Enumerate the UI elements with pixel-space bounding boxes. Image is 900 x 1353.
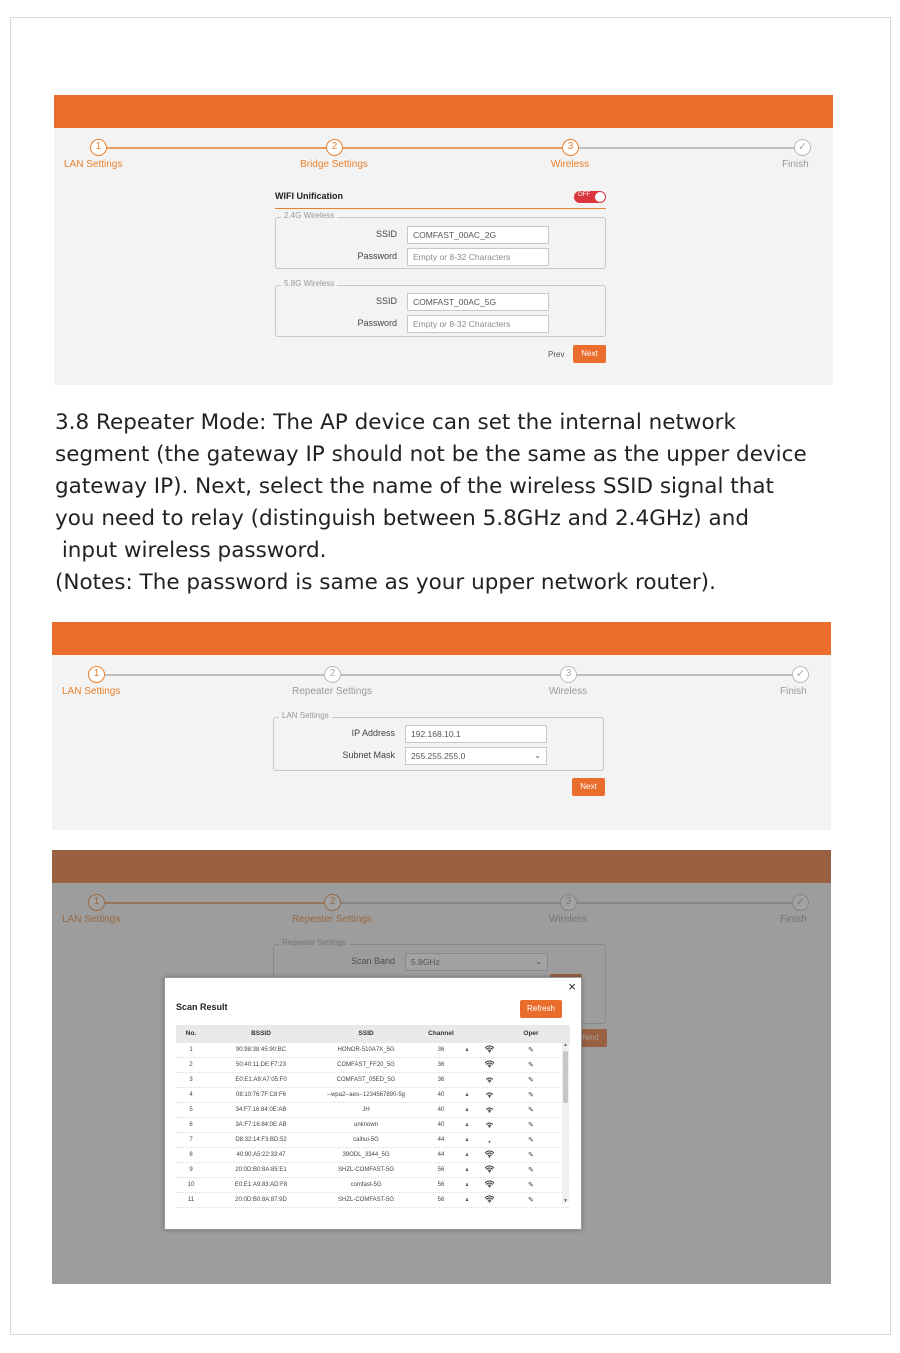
row-ssid: SHZL-COMFAST-5G — [337, 1197, 394, 1203]
row-bssid: E0:E1:A9:A7:05:F0 — [235, 1077, 287, 1083]
ip-address-label: IP Address — [351, 728, 395, 738]
table-scrollbar[interactable] — [562, 1043, 569, 1203]
wizard-steps — [54, 139, 833, 179]
password-24g-input[interactable]: Empty or 8-32 Characters — [407, 248, 549, 266]
row-channel: 40 — [437, 1122, 445, 1128]
row-bssid: E0:E1:A9:83:AD:F8 — [234, 1182, 288, 1188]
ssid-24g-input[interactable]: COMFAST_00AC_2G — [407, 226, 549, 244]
row-channel: 36 — [437, 1047, 445, 1053]
step-label: Wireless — [550, 159, 590, 170]
row-channel: 44 — [437, 1137, 445, 1143]
wifi-signal-icon — [482, 1148, 496, 1163]
step-connector — [343, 147, 562, 149]
row-bssid: 3A:F7:16:84:0E:AB — [235, 1122, 287, 1128]
wireless-58g-group — [275, 279, 606, 337]
row-channel: 36 — [437, 1077, 445, 1083]
row-channel: 40 — [437, 1107, 445, 1113]
edit-icon[interactable]: ✎ — [528, 1197, 534, 1204]
edit-icon[interactable]: ✎ — [528, 1107, 534, 1114]
row-ssid: unknown — [353, 1122, 379, 1128]
row-bssid: D8:32:14:F3:BD:52 — [235, 1137, 287, 1143]
repeater-lan-screenshot — [52, 622, 831, 830]
row-no: 3 — [189, 1077, 193, 1083]
row-channel: 56 — [437, 1182, 445, 1188]
subnet-mask-select[interactable]: 255.255.255.0 ⌄ — [405, 747, 547, 765]
edit-icon[interactable]: ✎ — [528, 1152, 534, 1159]
wifi-signal-icon — [482, 1178, 496, 1193]
row-channel: 36 — [437, 1062, 445, 1068]
bridge-wireless-screenshot — [54, 95, 833, 385]
group-legend: 2.4G Wireless — [281, 211, 337, 220]
wifi-unification-toggle[interactable]: OFF — [574, 191, 606, 203]
edit-icon[interactable]: ✎ — [528, 1047, 534, 1054]
table-row[interactable] — [176, 1118, 570, 1133]
wifi-signal-icon — [482, 1043, 496, 1058]
row-ssid: caihui-5G — [353, 1137, 379, 1143]
row-channel: 56 — [437, 1197, 445, 1203]
scan-table — [176, 1025, 570, 1208]
lan-settings-group — [273, 711, 604, 771]
lock-icon: 🔒︎ — [465, 1167, 469, 1173]
step-number: 2 — [326, 139, 343, 156]
ssid-58g-input[interactable]: COMFAST_00AC_5G — [407, 293, 549, 311]
table-row[interactable] — [176, 1103, 570, 1118]
wifi-signal-icon — [482, 1163, 496, 1178]
step-connector — [105, 674, 324, 676]
wifi-signal-icon — [482, 1058, 496, 1073]
next-button[interactable]: Next — [572, 778, 605, 796]
wifi-signal-icon — [482, 1073, 496, 1088]
wifi-signal-icon — [482, 1193, 496, 1208]
password-label: Password — [357, 318, 397, 328]
table-row[interactable] — [176, 1058, 570, 1073]
edit-icon[interactable]: ✎ — [528, 1167, 534, 1174]
paragraph-line: input wireless password. — [55, 538, 327, 563]
lock-icon: 🔒︎ — [465, 1092, 469, 1098]
wifi-signal-icon — [482, 1103, 496, 1118]
row-bssid: 08:10:76:7F:C8:F6 — [235, 1092, 287, 1098]
table-row[interactable] — [176, 1163, 570, 1178]
lock-icon: 🔒︎ — [465, 1107, 469, 1113]
row-ssid: HONOR-510A7X_5G — [337, 1047, 395, 1053]
row-ssid: COMFAST_05ED_5G — [336, 1077, 396, 1083]
modal-title: Scan Result — [176, 1002, 228, 1012]
lock-icon: 🔒︎ — [465, 1197, 469, 1203]
password-label: Password — [357, 251, 397, 261]
row-ssid: JH — [362, 1107, 370, 1113]
edit-icon[interactable]: ✎ — [528, 1182, 534, 1189]
table-body — [176, 1043, 570, 1208]
paragraph-line: 3.8 Repeater Mode: The AP device can set the internal network — [55, 410, 736, 435]
lock-icon: 🔒︎ — [465, 1152, 469, 1158]
step-number: 3 — [560, 666, 577, 683]
step-number: 2 — [324, 666, 341, 683]
step-number: 1 — [88, 666, 105, 683]
step-connector — [579, 147, 794, 149]
col-ssid: SSID — [358, 1030, 374, 1037]
wizard-steps — [52, 666, 831, 706]
scroll-thumb[interactable] — [563, 1051, 568, 1103]
col-channel: Channel — [428, 1030, 454, 1037]
refresh-button[interactable]: Refresh — [520, 1000, 562, 1018]
step-label: Finish — [780, 686, 807, 697]
lock-icon: 🔒︎ — [465, 1182, 469, 1188]
wifi-signal-icon — [482, 1118, 496, 1133]
repeater-scan-screenshot — [52, 850, 831, 1284]
step-number: 3 — [562, 139, 579, 156]
row-no: 8 — [189, 1152, 193, 1158]
paragraph-line: segment (the gateway IP should not be the same as the upper device — [55, 442, 807, 467]
table-row[interactable] — [176, 1133, 570, 1148]
ssid-label: SSID — [375, 229, 397, 239]
step-label: LAN Settings — [64, 159, 123, 170]
row-bssid: 40:90:A5:22:33:47 — [236, 1152, 286, 1158]
lock-icon: 🔒︎ — [465, 1122, 469, 1128]
edit-icon[interactable]: ✎ — [528, 1137, 534, 1144]
divider — [275, 208, 606, 209]
row-bssid: 90:98:38:45:90:BC — [235, 1047, 287, 1053]
step-label: Bridge Settings — [300, 159, 368, 170]
row-bssid: 50:40:11:DE:F7:23 — [236, 1062, 286, 1068]
step-connector — [577, 674, 792, 676]
header-bar — [52, 622, 831, 655]
subnet-mask-label: Subnet Mask — [342, 750, 395, 760]
group-legend: 5.8G Wireless — [281, 279, 337, 288]
row-ssid: 39ODL_3344_5G — [342, 1152, 390, 1158]
row-no: 6 — [189, 1122, 193, 1128]
row-bssid: 34:F7:16:84:0E:AB — [235, 1107, 287, 1113]
col-no: No. — [185, 1030, 197, 1037]
table-row[interactable] — [176, 1073, 570, 1088]
step-label: LAN Settings — [62, 686, 121, 697]
step-number: 1 — [90, 139, 107, 156]
row-ssid: COMFAST_FF20_5G — [337, 1062, 395, 1068]
step-label: Wireless — [548, 686, 588, 697]
row-no: 11 — [187, 1197, 195, 1203]
scroll-up-icon[interactable]: ▲ — [563, 1042, 568, 1048]
step-label: Finish — [782, 159, 809, 170]
wifi-unification-label: WIFI Unification — [275, 191, 343, 201]
row-bssid: 20:0D:B0:8A:87:9D — [235, 1197, 287, 1203]
row-ssid: --wpa2--aes--1234567890-5g — [326, 1092, 406, 1098]
table-row[interactable] — [176, 1088, 570, 1103]
row-no: 4 — [189, 1092, 193, 1098]
paragraph-line: (Notes: The password is same as your upper network router). — [55, 570, 716, 595]
toggle-knob — [595, 192, 605, 202]
row-channel: 44 — [437, 1152, 445, 1158]
scroll-down-icon[interactable]: ▼ — [563, 1198, 568, 1204]
scan-result-modal — [164, 977, 582, 1230]
edit-icon[interactable]: ✎ — [528, 1062, 534, 1069]
row-channel: 56 — [437, 1167, 445, 1173]
table-row[interactable] — [176, 1148, 570, 1163]
paragraph-line: you need to relay (distinguish between 5.8GHz and 2.4GHz) and — [55, 506, 749, 531]
row-no: 2 — [189, 1062, 193, 1068]
wifi-signal-icon — [482, 1088, 496, 1103]
table-header — [176, 1025, 570, 1043]
chevron-down-icon: ⌄ — [534, 751, 541, 760]
ip-address-input[interactable]: 192.168.10.1 — [405, 725, 547, 743]
next-button[interactable]: Next — [573, 345, 606, 363]
lock-icon: 🔒︎ — [465, 1137, 469, 1143]
step-connector — [341, 674, 560, 676]
ssid-label: SSID — [375, 296, 397, 306]
prev-button[interactable]: Prev — [548, 350, 565, 359]
row-bssid: 20:0D:B0:8A:85:E1 — [235, 1167, 287, 1173]
password-58g-input[interactable]: Empty or 8-32 Characters — [407, 315, 549, 333]
row-ssid: comfast-5G — [350, 1182, 382, 1188]
check-icon: ✓ — [792, 666, 809, 683]
edit-icon[interactable]: ✎ — [528, 1092, 534, 1099]
table-row[interactable] — [176, 1178, 570, 1193]
row-no: 1 — [189, 1047, 193, 1053]
lock-icon: 🔒︎ — [465, 1047, 469, 1053]
row-no: 7 — [189, 1137, 193, 1143]
table-row[interactable] — [176, 1193, 570, 1208]
edit-icon[interactable]: ✎ — [528, 1122, 534, 1129]
row-no: 9 — [189, 1167, 193, 1173]
step-connector — [107, 147, 326, 149]
col-oper: Oper — [523, 1030, 539, 1037]
instruction-paragraph — [55, 407, 885, 599]
col-bssid: BSSID — [251, 1030, 271, 1037]
paragraph-line: gateway IP). Next, select the name of the wireless SSID signal that — [55, 474, 774, 499]
row-channel: 40 — [437, 1092, 445, 1098]
header-bar — [54, 95, 833, 128]
row-no: 10 — [187, 1182, 195, 1188]
table-row[interactable] — [176, 1043, 570, 1058]
wifi-signal-icon — [482, 1133, 496, 1148]
row-ssid: SHZL-COMFAST-5G — [337, 1167, 394, 1173]
wireless-24g-group — [275, 211, 606, 269]
step-label: Repeater Settings — [291, 686, 373, 697]
group-legend: LAN Settings — [279, 711, 332, 720]
check-icon: ✓ — [794, 139, 811, 156]
edit-icon[interactable]: ✎ — [528, 1077, 534, 1084]
close-icon[interactable]: × — [568, 979, 576, 994]
row-no: 5 — [189, 1107, 193, 1113]
